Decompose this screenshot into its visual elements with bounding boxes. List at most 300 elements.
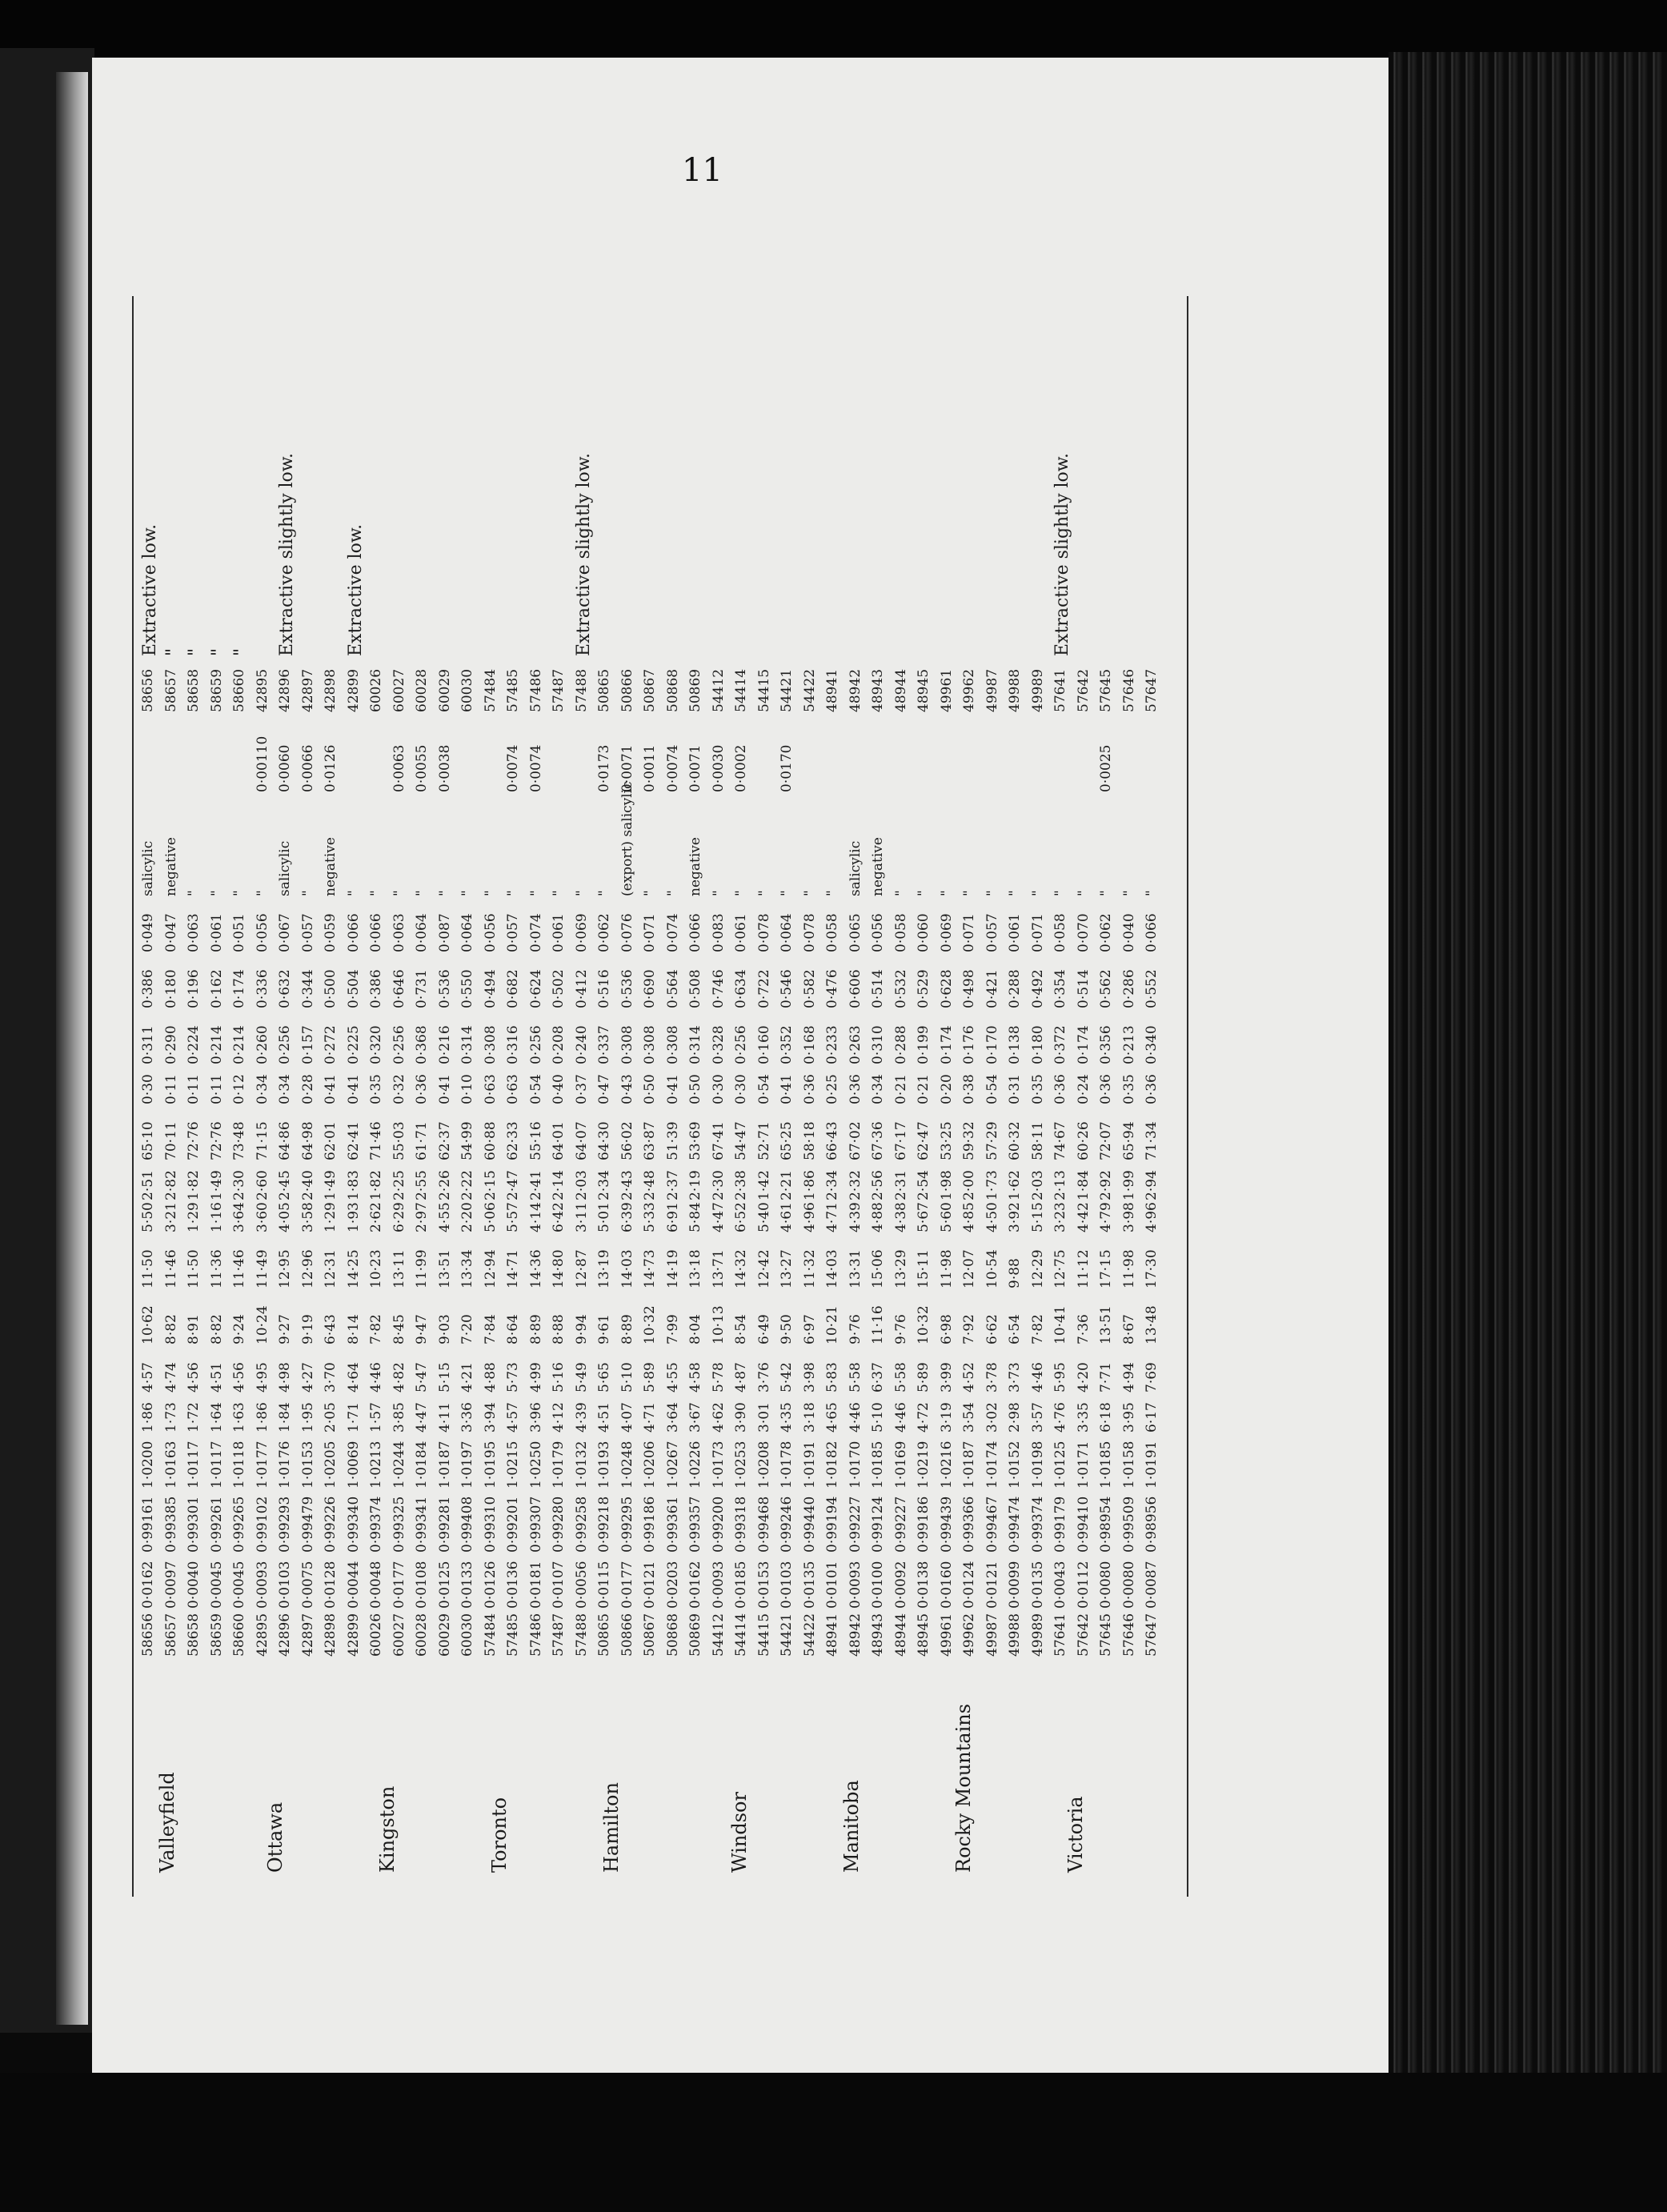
cell-value-e: 4·79	[1098, 1202, 1114, 1232]
cell-value-e: 6·91	[664, 1202, 681, 1232]
cell-value-k: 0·051	[231, 913, 247, 952]
cell-value-g: 52·71	[755, 1121, 772, 1160]
cell-value-k: 0·066	[345, 913, 362, 952]
cell-salicylic-acid: 0·0126	[323, 744, 339, 792]
cell-value-d: 17·15	[1098, 1249, 1114, 1288]
cell-value-c: 8·14	[345, 1314, 362, 1344]
cell-value-f: 2·00	[961, 1170, 977, 1200]
cell-ref-no: 54421	[779, 668, 795, 712]
cell-value-b: 5·78	[710, 1362, 727, 1393]
cell-sample-no: 60028	[414, 1613, 430, 1657]
cell-value-g: 64·30	[596, 1121, 612, 1160]
cell-value-b: 5·15	[436, 1362, 453, 1393]
cell-gravity-wort: 1·0153	[299, 1441, 316, 1489]
cell-value-f: 2·31	[892, 1170, 909, 1200]
cell-value-g: 64·86	[277, 1121, 293, 1160]
cell-value-i: 0·214	[231, 1025, 247, 1064]
cell-value-i: 0·256	[733, 1025, 749, 1064]
cell-value-i: 0·256	[391, 1025, 407, 1064]
cell-value-i: 0·208	[551, 1025, 567, 1064]
cell-value-i: 0·310	[870, 1025, 886, 1064]
cell-value-g: 73·48	[231, 1121, 247, 1160]
cell-value-c: 10·32	[916, 1305, 932, 1344]
cell-preservative: negative	[870, 837, 886, 896]
cell-value-f: 1·84	[1075, 1170, 1092, 1200]
cell-value-e: 1·16	[208, 1202, 225, 1232]
town-victoria: Victoria	[1064, 1796, 1087, 1873]
facing-page-margin	[56, 72, 88, 2025]
cell-ash: 0·0092	[892, 1561, 909, 1609]
cell-remarks: Extractive low.	[345, 523, 366, 656]
cell-value-a: 4·51	[596, 1402, 612, 1433]
cell-value-f: 2·55	[414, 1170, 430, 1200]
cell-preservative: salicylic	[847, 840, 864, 896]
table-row	[528, 216, 543, 1897]
cell-value-a: 3·54	[961, 1402, 977, 1433]
cell-value-f: 1·73	[984, 1170, 1000, 1200]
cell-ash: 0·0107	[551, 1561, 567, 1609]
cell-value-d: 13·71	[710, 1249, 727, 1288]
cell-preservative: "	[505, 890, 521, 896]
cell-value-b: 3·70	[323, 1362, 339, 1393]
cell-value-g: 71·46	[368, 1121, 384, 1160]
cell-specific-gravity: 0·99261	[208, 1496, 225, 1553]
cell-value-a: 3·85	[391, 1402, 407, 1433]
cell-specific-gravity: 0·99341	[414, 1496, 430, 1553]
cell-value-g: 55·16	[527, 1121, 544, 1160]
cell-ash: 0·0100	[870, 1561, 886, 1609]
cell-specific-gravity: 0·99227	[892, 1496, 909, 1553]
cell-value-d: 9·88	[1007, 1258, 1023, 1288]
cell-specific-gravity: 0·99479	[299, 1496, 316, 1553]
cell-value-d: 12·31	[323, 1249, 339, 1288]
cell-salicylic-acid: 0·0074	[505, 744, 521, 792]
cell-sample-no: 57645	[1098, 1613, 1114, 1657]
cell-value-g: 72·07	[1098, 1121, 1114, 1160]
cell-gravity-wort: 1·0213	[368, 1441, 384, 1489]
cell-value-j: 0·174	[231, 969, 247, 1008]
cell-gravity-wort: 1·0152	[1007, 1441, 1023, 1489]
cell-value-f: 1·49	[323, 1170, 339, 1200]
cell-value-j: 0·504	[345, 969, 362, 1008]
cell-value-j: 0·180	[162, 969, 179, 1008]
cell-value-j: 0·162	[208, 969, 225, 1008]
cell-specific-gravity: 0·99258	[573, 1496, 590, 1553]
cell-value-j: 0·196	[186, 969, 202, 1008]
cell-value-h: 0·36	[414, 1074, 430, 1104]
cell-value-e: 5·84	[687, 1202, 703, 1232]
cell-ash: 0·0093	[847, 1561, 864, 1609]
cell-value-g: 53·25	[938, 1121, 955, 1160]
table-row	[254, 216, 270, 1897]
cell-value-c: 13·48	[1144, 1305, 1160, 1344]
cell-sample-no: 58657	[162, 1613, 179, 1657]
cell-value-i: 0·308	[664, 1025, 681, 1064]
cell-value-d: 11·98	[1120, 1249, 1137, 1288]
cell-specific-gravity: 0·99357	[687, 1496, 703, 1553]
cell-value-b: 5·16	[551, 1362, 567, 1393]
cell-specific-gravity: 0·99439	[938, 1496, 955, 1553]
cell-value-c: 8·82	[162, 1314, 179, 1344]
table-row	[1098, 216, 1113, 1897]
cell-value-j: 0·682	[505, 969, 521, 1008]
cell-ash: 0·0185	[733, 1561, 749, 1609]
cell-value-d: 14·32	[733, 1249, 749, 1288]
cell-value-j: 0·552	[1144, 969, 1160, 1008]
cell-value-k: 0·040	[1120, 913, 1137, 952]
cell-value-a: 4·65	[824, 1402, 840, 1433]
cell-gravity-wort: 1·0184	[414, 1441, 430, 1489]
cell-value-f: 2·03	[1029, 1170, 1046, 1200]
cell-value-b: 4·21	[459, 1362, 475, 1393]
cell-value-i: 0·263	[847, 1025, 864, 1064]
cell-value-b: 4·57	[140, 1362, 156, 1393]
cell-value-g: 54·99	[459, 1121, 475, 1160]
cell-sample-no: 42896	[277, 1613, 293, 1657]
cell-preservative: "	[1120, 890, 1137, 896]
cell-value-k: 0·061	[733, 913, 749, 952]
cell-value-h: 0·32	[391, 1074, 407, 1104]
cell-value-j: 0·412	[573, 969, 590, 1008]
cell-gravity-wort: 1·0170	[847, 1441, 864, 1489]
cell-value-c: 10·21	[824, 1305, 840, 1344]
cell-ash: 0·0099	[1007, 1561, 1023, 1609]
cell-value-e: 4·14	[527, 1202, 544, 1232]
table-row	[1144, 216, 1159, 1897]
cell-remarks: "	[162, 647, 183, 656]
cell-specific-gravity: 0·99281	[436, 1496, 453, 1553]
cell-sample-no: 50866	[619, 1613, 635, 1657]
cell-sample-no: 57485	[505, 1613, 521, 1657]
cell-sample-no: 57641	[1052, 1613, 1068, 1657]
cell-value-i: 0·224	[186, 1025, 202, 1064]
cell-preservative: "	[231, 890, 247, 896]
cell-value-j: 0·546	[779, 969, 795, 1008]
cell-sample-no: 58660	[231, 1613, 247, 1657]
table-row	[551, 216, 566, 1897]
cell-value-j: 0·476	[824, 969, 840, 1008]
cell-specific-gravity: 0·99310	[482, 1496, 499, 1553]
cell-value-g: 65·10	[140, 1121, 156, 1160]
cell-value-b: 5·49	[573, 1362, 590, 1393]
cell-value-b: 4·99	[527, 1362, 544, 1393]
cell-value-j: 0·508	[687, 969, 703, 1008]
cell-value-h: 0·34	[277, 1074, 293, 1104]
cell-value-e: 6·39	[619, 1202, 635, 1232]
cell-value-k: 0·071	[1029, 913, 1046, 952]
cell-value-i: 0·290	[162, 1025, 179, 1064]
cell-preservative: "	[961, 890, 977, 896]
cell-value-d: 11·12	[1075, 1249, 1092, 1288]
cell-value-d: 10·23	[368, 1249, 384, 1288]
cell-value-k: 0·063	[391, 913, 407, 952]
cell-value-i: 0·308	[482, 1025, 499, 1064]
cell-gravity-wort: 1·0205	[323, 1441, 339, 1489]
cell-value-j: 0·722	[755, 969, 772, 1008]
cell-value-d: 15·11	[916, 1249, 932, 1288]
cell-ref-no: 50866	[619, 668, 635, 712]
cell-value-f: 2·03	[573, 1170, 590, 1200]
cell-sample-no: 54414	[733, 1613, 749, 1657]
cell-value-g: 67·41	[710, 1121, 727, 1160]
cell-gravity-wort: 1·0176	[277, 1441, 293, 1489]
cell-value-f: 2·25	[391, 1170, 407, 1200]
cell-value-c: 7·36	[1075, 1314, 1092, 1344]
cell-value-g: 59·32	[961, 1121, 977, 1160]
cell-value-h: 0·28	[299, 1074, 316, 1104]
cell-gravity-wort: 1·0191	[1144, 1441, 1160, 1489]
table-row	[665, 216, 680, 1897]
cell-value-h: 0·11	[186, 1074, 202, 1104]
cell-specific-gravity: 0·99318	[733, 1496, 749, 1553]
cell-ref-no: 60026	[368, 668, 384, 712]
cell-gravity-wort: 1·0195	[482, 1441, 499, 1489]
cell-value-h: 0·50	[642, 1074, 658, 1104]
cell-value-e: 5·40	[755, 1202, 772, 1232]
cell-value-k: 0·061	[208, 913, 225, 952]
cell-value-g: 67·36	[870, 1121, 886, 1160]
cell-preservative: "	[664, 890, 681, 896]
cell-value-j: 0·562	[1098, 969, 1114, 1008]
cell-value-a: 2·98	[1007, 1402, 1023, 1433]
table-top-rule	[132, 296, 134, 1897]
cell-value-h: 0·54	[527, 1074, 544, 1104]
table-row	[368, 216, 383, 1897]
cell-gravity-wort: 1·0193	[596, 1441, 612, 1489]
cell-value-a: 1·84	[277, 1402, 293, 1433]
cell-value-j: 0·582	[801, 969, 818, 1008]
cell-ref-no: 58659	[208, 668, 225, 712]
cell-value-f: 2·26	[436, 1170, 453, 1200]
cell-value-k: 0·063	[186, 913, 202, 952]
cell-value-b: 4·74	[162, 1362, 179, 1393]
cell-value-i: 0·199	[916, 1025, 932, 1064]
cell-sample-no: 54421	[779, 1613, 795, 1657]
cell-specific-gravity: 0·98956	[1144, 1496, 1160, 1553]
cell-value-f: 2·32	[847, 1170, 864, 1200]
cell-value-h: 0·63	[482, 1074, 499, 1104]
table-row	[870, 216, 885, 1897]
cell-preservative: "	[573, 890, 590, 896]
cell-value-h: 0·21	[916, 1074, 932, 1104]
cell-ref-no: 50868	[664, 668, 681, 712]
cell-value-i: 0·160	[755, 1025, 772, 1064]
cell-value-c: 10·32	[642, 1305, 658, 1344]
cell-value-h: 0·34	[254, 1074, 270, 1104]
cell-sample-no: 60030	[459, 1613, 475, 1657]
cell-value-i: 0·138	[1007, 1025, 1023, 1064]
cell-value-k: 0·057	[505, 913, 521, 952]
cell-value-g: 67·17	[892, 1121, 909, 1160]
cell-value-j: 0·532	[892, 969, 909, 1008]
table-row	[208, 216, 229, 1897]
cell-value-g: 63·87	[642, 1121, 658, 1160]
cell-preservative: negative	[687, 837, 703, 896]
table-row	[459, 216, 475, 1897]
cell-value-j: 0·386	[368, 969, 384, 1008]
cell-value-e: 6·29	[391, 1202, 407, 1232]
cell-specific-gravity: 0·99410	[1075, 1496, 1092, 1553]
cell-ref-no: 42895	[254, 668, 270, 712]
cell-value-f: 2·43	[619, 1170, 635, 1200]
cell-value-f: 1·42	[755, 1170, 772, 1200]
cell-specific-gravity: 0·99474	[1007, 1496, 1023, 1553]
cell-value-i: 0·308	[619, 1025, 635, 1064]
cell-value-c: 8·89	[619, 1314, 635, 1344]
table-row	[711, 216, 726, 1897]
table-row	[414, 216, 429, 1897]
cell-ash: 0·0043	[1052, 1561, 1068, 1609]
cell-value-b: 3·99	[938, 1362, 955, 1393]
cell-salicylic-acid: 0·00110	[254, 735, 270, 792]
cell-salicylic-acid: 0·0011	[642, 744, 658, 792]
town-manitoba: Manitoba	[840, 1780, 863, 1873]
cell-value-g: 65·25	[779, 1121, 795, 1160]
cell-ash: 0·0080	[1098, 1561, 1114, 1609]
table-row	[756, 216, 771, 1897]
cell-gravity-wort: 1·0219	[916, 1441, 932, 1489]
cell-value-a: 3·18	[801, 1402, 818, 1433]
cell-value-a: 1·57	[368, 1402, 384, 1433]
cell-ref-no: 57485	[505, 668, 521, 712]
cell-value-b: 3·98	[801, 1362, 818, 1393]
cell-value-j: 0·646	[391, 969, 407, 1008]
cell-value-d: 11·32	[801, 1249, 818, 1288]
cell-value-j: 0·492	[1029, 969, 1046, 1008]
cell-value-d: 12·42	[755, 1249, 772, 1288]
table-row	[345, 216, 366, 1897]
cell-ref-no: 57647	[1144, 668, 1160, 712]
cell-gravity-wort: 1·0158	[1120, 1441, 1137, 1489]
cell-value-d: 10·54	[984, 1249, 1000, 1288]
cell-value-b: 5·89	[642, 1362, 658, 1393]
cell-value-h: 0·31	[1007, 1074, 1023, 1104]
cell-value-k: 0·066	[368, 913, 384, 952]
cell-ash: 0·0093	[254, 1561, 270, 1609]
cell-value-k: 0·057	[299, 913, 316, 952]
cell-value-j: 0·344	[299, 969, 316, 1008]
cell-specific-gravity: 0·99226	[323, 1496, 339, 1553]
cell-gravity-wort: 1·0197	[459, 1441, 475, 1489]
cell-value-e: 5·15	[1029, 1202, 1046, 1232]
cell-ref-no: 54422	[801, 668, 818, 712]
cell-value-d: 12·94	[482, 1249, 499, 1288]
cell-value-a: 3·96	[527, 1402, 544, 1433]
cell-preservative: "	[733, 890, 749, 896]
cell-value-f: 2·19	[687, 1170, 703, 1200]
cell-value-g: 57·29	[984, 1121, 1000, 1160]
cell-value-b: 4·88	[482, 1362, 499, 1393]
cell-sample-no: 50867	[642, 1613, 658, 1657]
cell-ref-no: 50867	[642, 668, 658, 712]
cell-value-g: 56·02	[619, 1121, 635, 1160]
cell-specific-gravity: 0·99467	[984, 1496, 1000, 1553]
cell-value-j: 0·514	[870, 969, 886, 1008]
cell-value-i: 0·352	[779, 1025, 795, 1064]
cell-value-a: 5·10	[870, 1402, 886, 1433]
table-row	[824, 216, 840, 1897]
table-row	[323, 216, 338, 1897]
cell-value-b: 4·46	[368, 1362, 384, 1393]
cell-gravity-wort: 1·0208	[755, 1441, 772, 1489]
cell-value-e: 4·42	[1075, 1202, 1092, 1232]
cell-value-g: 55·03	[391, 1121, 407, 1160]
cell-value-c: 10·24	[254, 1305, 270, 1344]
cell-value-f: 2·40	[299, 1170, 316, 1200]
cell-value-b: 7·69	[1144, 1362, 1160, 1393]
cell-remarks: Extractive slightly low.	[573, 453, 594, 656]
cell-value-c: 7·92	[961, 1314, 977, 1344]
cell-value-f: 2·94	[1144, 1170, 1160, 1200]
cell-ash: 0·0160	[938, 1561, 955, 1609]
cell-value-g: 62·33	[505, 1121, 521, 1160]
cell-value-f: 2·92	[1098, 1170, 1114, 1200]
cell-value-e: 2·97	[414, 1202, 430, 1232]
town-hamilton: Hamilton	[600, 1782, 623, 1873]
cell-value-i: 0·176	[961, 1025, 977, 1064]
cell-value-i: 0·180	[1029, 1025, 1046, 1064]
cell-value-h: 0·12	[231, 1074, 247, 1104]
cell-salicylic-acid: 0·0063	[391, 744, 407, 792]
cell-ash: 0·0121	[984, 1561, 1000, 1609]
cell-value-c: 7·82	[1029, 1314, 1046, 1344]
cell-ref-no: 54414	[733, 668, 749, 712]
cell-value-h: 0·36	[1052, 1074, 1068, 1104]
cell-preservative: "	[436, 890, 453, 896]
cell-specific-gravity: 0·99124	[870, 1496, 886, 1553]
cell-value-a: 3·67	[687, 1402, 703, 1433]
cell-value-c: 8·45	[391, 1314, 407, 1344]
cell-value-j: 0·498	[961, 969, 977, 1008]
table-row	[802, 216, 817, 1897]
cell-value-c: 8·64	[505, 1314, 521, 1344]
cell-value-f: 1·82	[368, 1170, 384, 1200]
cell-value-j: 0·564	[664, 969, 681, 1008]
cell-value-h: 0·11	[162, 1074, 179, 1104]
cell-ash: 0·0045	[208, 1561, 225, 1609]
cell-salicylic-acid: 0·0030	[710, 744, 727, 792]
cell-ref-no: 57641	[1052, 668, 1068, 712]
cell-ash: 0·0126	[482, 1561, 499, 1609]
cell-ash: 0·0040	[186, 1561, 202, 1609]
cell-gravity-wort: 1·0117	[208, 1441, 225, 1489]
cell-sample-no: 50869	[687, 1613, 703, 1657]
cell-ref-no: 58660	[231, 668, 247, 712]
cell-value-k: 0·059	[323, 913, 339, 952]
cell-value-e: 1·29	[323, 1202, 339, 1232]
cell-value-d: 13·29	[892, 1249, 909, 1288]
cell-value-i: 0·368	[414, 1025, 430, 1064]
cell-value-f: 2·37	[664, 1170, 681, 1200]
cell-ash: 0·0177	[619, 1561, 635, 1609]
cell-value-a: 3·01	[755, 1402, 772, 1433]
cell-value-h: 0·41	[345, 1074, 362, 1104]
table-row	[1076, 216, 1091, 1897]
cell-value-e: 5·60	[938, 1202, 955, 1232]
cell-value-g: 66·43	[824, 1121, 840, 1160]
cell-preservative: "	[801, 890, 818, 896]
cell-ash: 0·0056	[573, 1561, 590, 1609]
cell-ref-no: 57642	[1075, 668, 1092, 712]
cell-specific-gravity: 0·99374	[1029, 1496, 1046, 1553]
cell-value-h: 0·11	[208, 1074, 225, 1104]
cell-salicylic-acid: 0·0060	[277, 744, 293, 792]
cell-specific-gravity: 0·99194	[824, 1496, 840, 1553]
cell-preservative: "	[527, 890, 544, 896]
cell-specific-gravity: 0·99227	[847, 1496, 864, 1553]
cell-value-b: 4·27	[299, 1362, 316, 1393]
cell-ref-no: 42896	[277, 668, 293, 712]
